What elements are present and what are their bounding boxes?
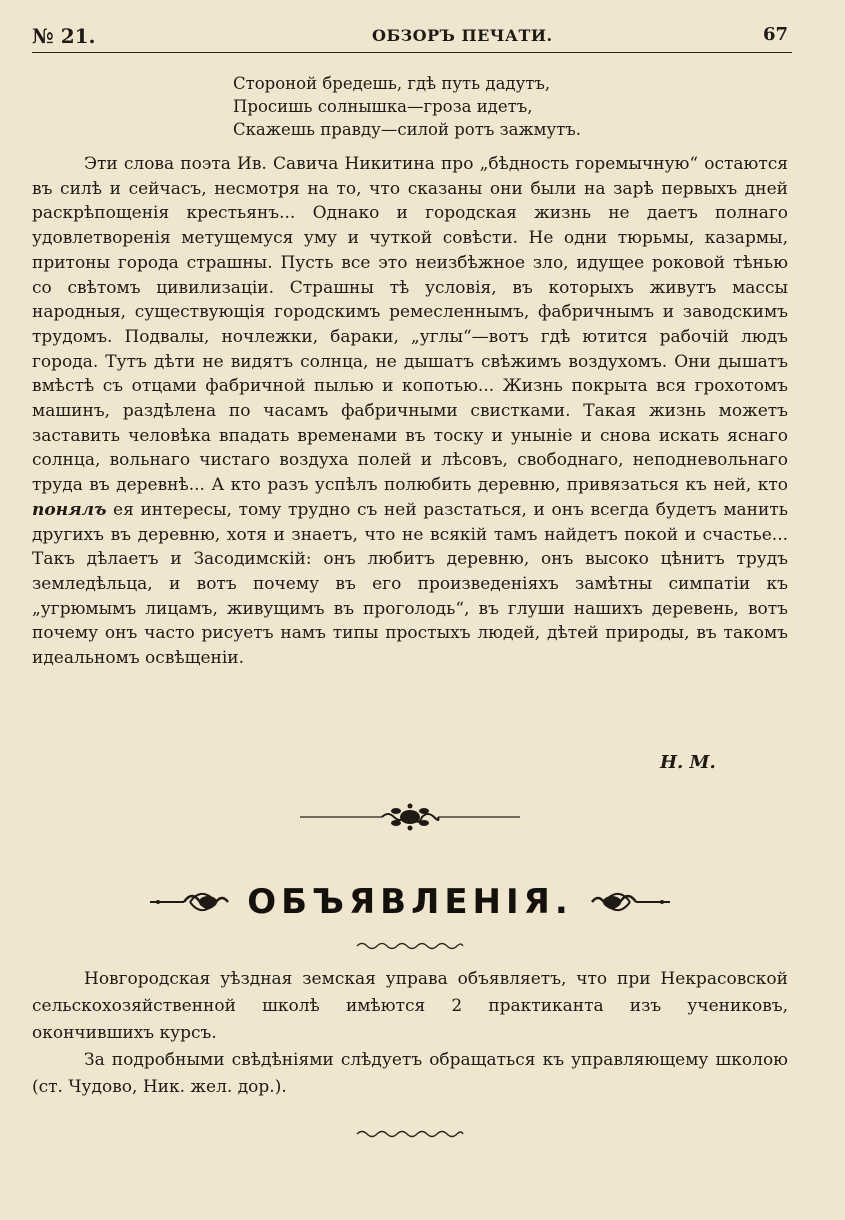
poem-epigraph — [233, 72, 653, 141]
wavy-rule-icon — [355, 940, 465, 952]
announcement-paragraph: За подробными свѣдѣніями слѣдуетъ обращаться къ управляющему школою (ст. Чудово, Ник. жел. дор.). — [32, 1050, 788, 1097]
article-text-part-2: ея интересы, тому трудно съ ней разстаться, и онъ всегда будетъ манить другихъ въ деревню, хотя и знаетъ, что не всякій тамъ найдетъ покой и счастье... Такъ дѣлаетъ и Засодимскій: онъ любитъ деревню, онъ высоко цѣнитъ трудъ земледѣльца, и вотъ почему въ его произведеніяхъ замѣтны симпатіи къ „угрюмымъ лицамъ, живущимъ въ проголодь“, въ глуши нашихъ деревень, вотъ почему онъ часто рисуетъ намъ типы простыхъ людей, дѣтей природы, въ такомъ идеальномъ освѣщеніи. — [32, 499, 788, 669]
poem-line: Просишь солнышка—гроза идетъ, — [233, 97, 533, 116]
author-signature: Н. М. — [660, 752, 716, 773]
announcements-title: ОБЪЯВЛЕНІЯ. — [247, 882, 573, 922]
right-flourish-icon — [590, 886, 670, 918]
emphasized-word: понялъ — [32, 499, 107, 520]
section-title: ОБЗОРЪ ПЕЧАТИ. — [372, 26, 553, 45]
page-number: 67 — [762, 24, 788, 45]
running-header — [32, 22, 792, 53]
issue-number: № 21. — [32, 24, 96, 48]
left-flourish-icon — [150, 886, 230, 918]
announcements-heading — [150, 878, 670, 938]
article-body — [32, 152, 788, 671]
poem-line: Стороной бредешь, гдѣ путь дадутъ, — [233, 74, 551, 93]
poem-line: Скажешь правду—силой ротъ зажмутъ. — [233, 120, 582, 139]
article-text-part-1: Эти слова поэта Ив. Савича Никитина про „бѣдность горемычную“ остаются въ силѣ и сейчасъ, несмотря на то, что сказаны они были на зарѣ первыхъ дней раскрѣпощенія крестьянъ... Однако и городская жизнь не даетъ полнаго удовлетворенія метущемуся уму и чуткой совѣсти. Не одни тюрьмы, казармы, притоны города страшны. Пусть все это неизбѣжное зло, идущее роковой тѣнью со свѣтомъ цивилизаціи. Страшны тѣ условія, въ которыхъ живутъ массы народныя, существующія городскимъ ремесленнымъ, фабричнымъ и заводскимъ трудомъ. Подвалы, ночлежки, бараки, „углы“—вотъ гдѣ ютится рабочій людъ города. Тутъ дѣти не видятъ солнца, не дышатъ свѣжимъ воздухомъ. Они дышатъ вмѣстѣ съ отцами фабричной пылью и копотью... Жизнь покрыта вся грохотомъ машинъ, раздѣлена по часамъ фабричными свистками. Такая жизнь можетъ заставить человѣка впадать временами въ тоску и уныніе и снова искать яснаго солнца, вольнаго чистаго воздуха полей и лѣсовъ, свободнаго, неподневольнаго труда въ деревнѣ... А кто разъ успѣлъ полюбить деревню, привязаться къ ней, кто — [32, 154, 788, 496]
announcement-paragraph: Новгородская уѣздная земская управа объявляетъ, что при Некрасовской сельскохозяйственной школѣ имѣются 2 практиканта изъ учениковъ, окончившихъ курсъ. — [32, 969, 788, 1043]
section-divider-ornament-icon — [300, 800, 520, 834]
closing-wavy-rule-icon — [355, 1128, 465, 1140]
announcement-body — [32, 966, 788, 1101]
